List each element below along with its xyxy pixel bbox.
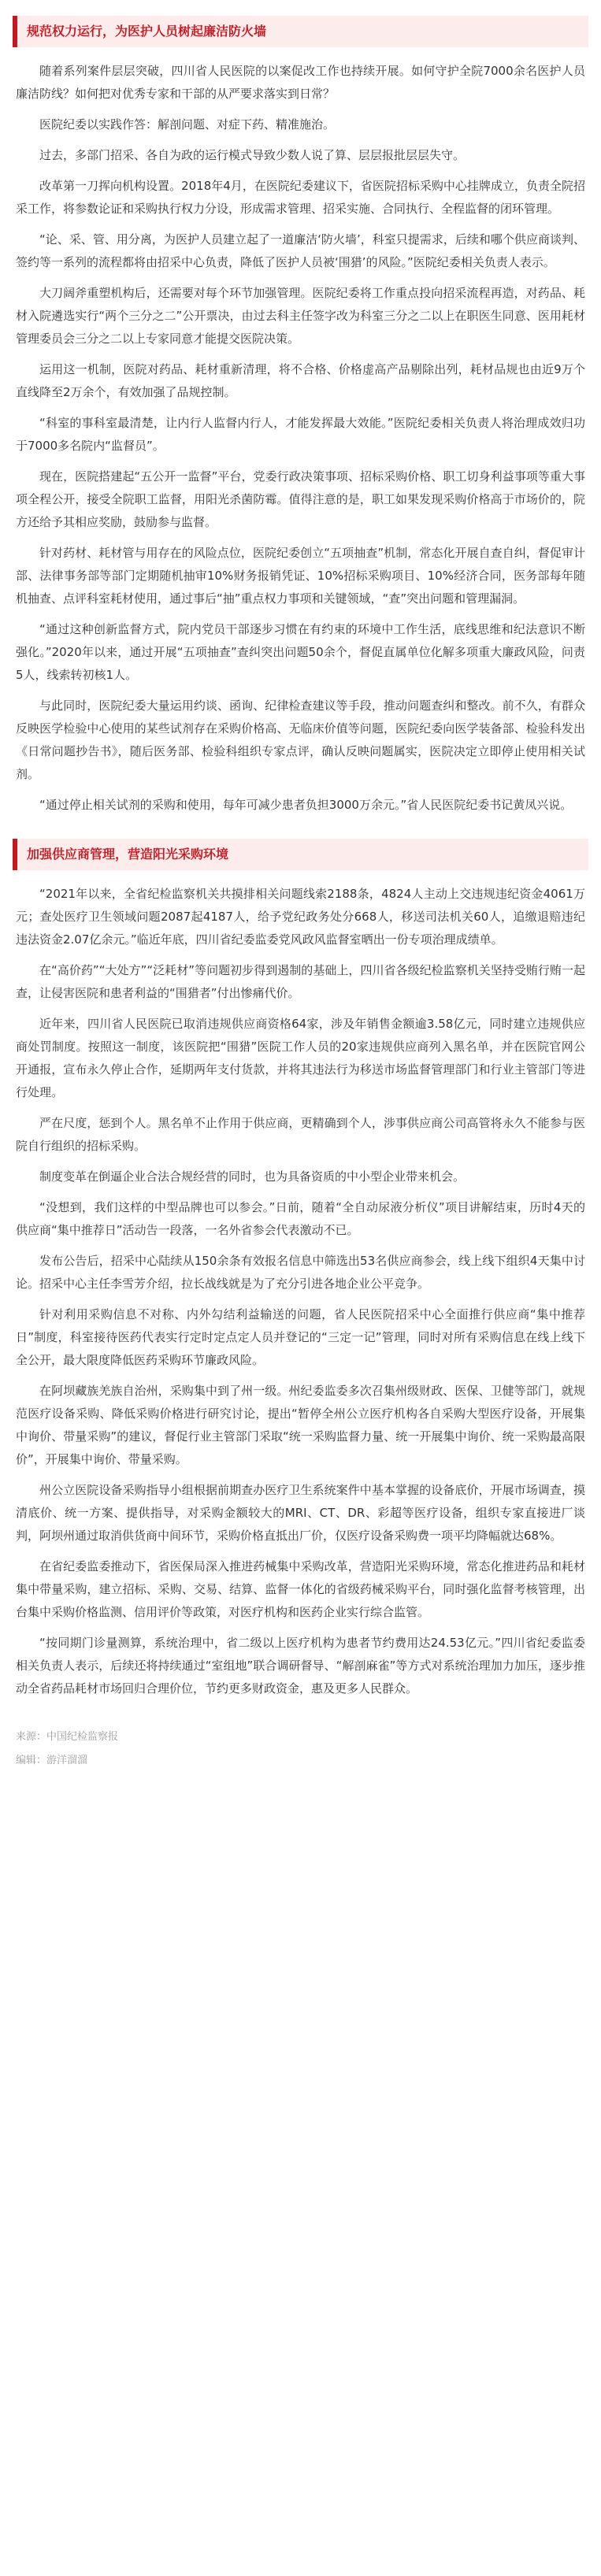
paragraph: “没想到，我们这样的中型品牌也可以参会。”日前，随着“全自动尿液分析仪”项目讲解结束，历时4天的供应商“集中推荐日”活动告一段落，一名外省参会代表激动不已。 xyxy=(16,1200,585,1237)
paragraph: 发布公告后，招采中心陆续从150余条有效报名信息中筛选出53名供应商参会，线上线下组织4天集中讨论。招采中心主任李雪芳介绍，拉长战线就是为了充分引进各地企业公平竞争。 xyxy=(16,1254,585,1291)
paragraph: 制度变革在倒逼企业合法合规经营的同时，也为具备资质的中小型企业带来机会。 xyxy=(39,1169,466,1184)
paragraph: 随着系列案件层层突破，四川省人民医院的以案促改工作也持续开展。如何守护全院7000余名医护人员廉洁防线？如何把对优秀专家和干部的从严要求落实到日常？ xyxy=(16,64,585,101)
paragraph: 严在尺度，惩到个人。黑名单不止作用于供应商，更精确到个人，涉事供应商公司高管将永久不能参与医院自行组织的招标采购。 xyxy=(16,1116,585,1153)
paragraph: 针对药材、耗材管与用存在的风险点位，医院纪委创立“五项抽查”机制，常态化开展自查自纠，督促审计部、法律事务部等部门定期随机抽审10%财务报销凭证、10%招标采购项目、10%经济合同，医务部每年随机抽查、点评科室耗材使用，通过事后“抽”重点权力事项和关键领域，“查”突出问题和管理漏洞。 xyxy=(16,546,585,606)
paragraph: “科室的事科室最清楚，让内行人监督内行人，才能发挥最大效能。”医院纪委相关负责人将治理成效归功于7000多名院内“监督员”。 xyxy=(16,416,585,453)
paragraph: 现在，医院搭建起“五公开一监督”平台，党委行政决策事项、招标采购价格、职工切身利益事项等重大事项全程公开，接受全院职工监督，用阳光杀菌防霉。值得注意的是，职工如果发现采购价格高于市场价的，院方还给予其相应奖励，鼓励参与监督。 xyxy=(16,469,585,529)
paragraph: 与此同时，医院纪委大量运用约谈、函询、纪律检查建议等手段，推动问题查纠和整改。前不久，有群众反映医学检验中心使用的某些试剂存在采购价格高、无临床价值等问题，医院纪委向医学装备部、检验科发出《日常问题抄告书》，随后医务部、检验科组织专家点评，确认反映问题属实，医院决定立即停止使用相关试剂。 xyxy=(16,699,585,781)
paragraph: “通过这种创新监督方式，院内党员干部逐步习惯在有约束的环境中工作生活，底线思维和纪法意识不断强化。”2020年以来，通过开展“五项抽查”查纠突出问题50余个，督促直属单位化解多项重大廉政风险，问责5人，线索转初核1人。 xyxy=(16,622,585,682)
paragraph: “2021年以来，全省纪检监察机关共摸排相关问题线索2188条，4824人主动上交违规违纪资金4061万元；查处医疗卫生领域问题2087起4187人，给予党纪政务处分668人，移送司法机关60人，追缴退赔违纪违法资金2.07亿余元。”临近年底，四川省纪委监委党风政风监督室晒出一份专项治理成绩单。 xyxy=(16,887,585,947)
paragraph: 大刀阔斧重塑机构后，还需要对每个环节加强管理。医院纪委将工作重点投向招采流程再造，对药品、耗材入院遴选实行“两个三分之二”公开票决，由过去科主任签字改为科室三分之二以上在职医生同意、医用耗材管理委员会三分之二以上专家同意才能提交医院决策。 xyxy=(16,286,585,346)
section-title: 加强供应商管理，营造阳光采购环境 xyxy=(13,839,588,870)
paragraph: 改革第一刀挥向机构设置。2018年4月，在医院纪委建议下，省医院招标采购中心挂牌成立，负责全院招采工作，将参数论证和采购执行权力分设，形成需求管理、招采实施、合同执行、全程监督的闭环管理。 xyxy=(16,179,585,216)
paragraph: 过去，多部门招采、各自为政的运行模式导致少数人说了算、层层报批层层失守。 xyxy=(39,148,466,162)
paragraph: 州公立医院设备采购指导小组根据前期查办医疗卫生系统案件中基本掌握的设备底价，开展市场调查，摸清底价、统一方案、提供指导，对采购金额较大的MRI、CT、DR、彩超等医疗设备，组织专家直接进厂谈判，阿坝州通过取消供货商中间环节，采购价格直抵出厂价，仅医疗设备采购费一项平均降幅就达68%。 xyxy=(16,1483,585,1543)
section-1 xyxy=(0,16,601,839)
editor-line: 编辑：游洋溜溜 xyxy=(16,1755,88,1766)
section-title: 规范权力运行，为医护人员树起廉洁防火墙 xyxy=(13,16,588,47)
paragraph: 运用这一机制，医院对药品、耗材重新清理，将不合格、价格虚高产品剔除出列，耗材品规也由近9万个直线降至2万余个，有效加强了品规控制。 xyxy=(16,362,585,399)
paragraph: 在省纪委监委推动下，省医保局深入推进药械集中采购改革，营造阳光采购环境，常态化推进药品和耗材集中带量采购，建立招标、采购、交易、结算、监督一体化的省级药械采购平台，同时强化监督考核管理，出台集中采购价格监测、信用评价等政策，对医疗机构和医药企业实行综合监管。 xyxy=(16,1559,585,1619)
paragraph: “通过停止相关试剂的采购和使用，每年可减少患者负担3000万余元。”省人民医院纪委书记黄凤兴说。 xyxy=(39,798,573,812)
section-body xyxy=(0,47,601,839)
paragraph: 在“高价药”“大处方”“泛耗材”等问题初步得到遏制的基础上，四川省各级纪检监察机关坚持受贿行贿一起查，让侵害医院和患者利益的“围猎者”付出惨痛代价。 xyxy=(16,963,585,1000)
paragraph: 近年来，四川省人民医院已取消违规供应商资格64家，涉及年销售金额逾3.58亿元，同时建立违规供应商处罚制度。按照这一制度，该医院把“围猎”医院工作人员的20家违规供应商列入黑名单，并在医院官网公开通报，宣布永久停止合作，延期两年支付货款，并将其违法行为移送市场监督管理部门和行业主管部门等进行处理。 xyxy=(16,1017,585,1099)
section-2 xyxy=(0,839,601,1722)
paragraph: 针对利用采购信息不对称、内外勾结利益输送的问题，省人民医院招采中心全面推行供应商“集中推荐日”制度，科室接待医药代表实行定时定点定人员并登记的“三定一记”管理，同时对所有采购信息在线上线下全公开，最大限度降低医药采购环节廉政风险。 xyxy=(16,1307,585,1367)
section-body xyxy=(0,870,601,1722)
paragraph: 医院纪委以实践作答：解剖问题、对症下药、精准施治。 xyxy=(39,117,336,132)
paragraph: 在阿坝藏族羌族自治州，采购集中到了州一级。州纪委监委多次召集州级财政、医保、卫健等部门，就规范医疗设备采购、降低采购价格进行研究讨论，提出“暂停全州公立医疗机构各自采购大型医疗设备，开展集中询价、带量采购”的建议，督促行业主管部门采取“统一采购监督力量、统一开展集中询价、统一采购最高限价”，开展集中询价、带量采购。 xyxy=(16,1384,585,1466)
paragraph: “按同期门诊量测算，系统治理中，省二级以上医疗机构为患者节约费用达24.53亿元。”四川省纪委监委相关负责人表示，后续还将持续通过“室组地”联合调研督导、“解剖麻雀”等方式对系统治理加力加压，逐步推动全省药品耗材市场回归合理价位，节约更多财政资金，惠及更多人民群众。 xyxy=(16,1636,585,1696)
source-line: 来源：中国纪检监察报 xyxy=(16,1731,119,1743)
paragraph: “论、采、管、用分离，为医护人员建立起了一道廉洁‘防火墙’，科室只提需求，后续和哪个供应商谈判、签约等一系列的流程都将由招采中心负责，降低了医护人员被‘围猎’的风险。”医院纪委相关负责人表示。 xyxy=(16,232,585,269)
article-footer xyxy=(0,1722,601,1771)
